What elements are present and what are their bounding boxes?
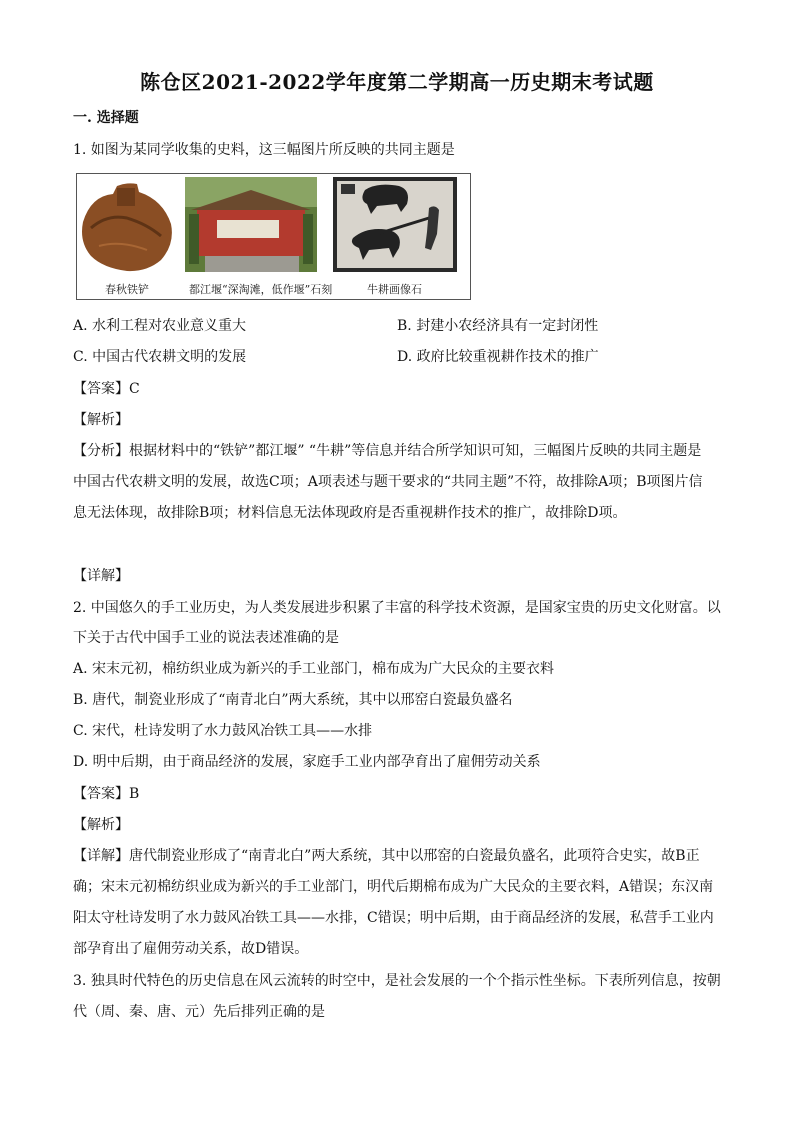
q3-stem-line-1: 3. 独具时代特色的历史信息在风云流转的时空中，是社会发展的一个个指示性坐标。下表所列信息，按朝	[73, 973, 721, 989]
q2-option-a: A. 宋末元初，棉纺织业成为新兴的手工业部门，棉布成为广大民众的主要衣料	[73, 661, 555, 677]
q2-option-b: B. 唐代，制瓷业形成了“南青北白”两大系统，其中以邢窑白瓷最负盛名	[73, 692, 513, 708]
q1-option-c: C. 中国古代农耕文明的发展	[73, 349, 247, 365]
q1-detail-label: 【详解】	[73, 568, 129, 584]
q1-option-a: A. 水利工程对农业意义重大	[73, 318, 247, 334]
ox-plough-relief-image	[333, 177, 457, 272]
q2-stem-line-2: 下关于古代中国手工业的说法表述准确的是	[73, 630, 339, 646]
q2-detail-line-2: 确；宋末元初棉纺织业成为新兴的手工业部门，明代后期棉布成为广大民众的主要衣料，A错误；东汉南	[73, 879, 714, 895]
caption-iron-shovel: 春秋铁铲	[105, 283, 149, 296]
caption-dujiangyan: 都江堰“深淘滩，低作堰”石刻	[189, 283, 333, 296]
q2-detail-line-4: 部孕育出了雇佣劳动关系，故D错误。	[73, 941, 309, 957]
q2-answer: 【答案】B	[73, 786, 140, 802]
q2-option-c: C. 宋代，杜诗发明了水力鼓风冶铁工具——水排	[73, 723, 373, 739]
page-title: 陈仓区2021-2022学年度第二学期高一历史期末考试题	[140, 70, 654, 94]
q1-option-d: D. 政府比较重视耕作技术的推广	[397, 349, 599, 365]
q1-stem: 1. 如图为某同学收集的史料，这三幅图片所反映的共同主题是	[73, 142, 455, 158]
q1-analysis-line-2: 中国古代农耕文明的发展，故选C项；A项表述与题干要求的“共同主题”不符，故排除A项；B项图片信	[73, 474, 703, 490]
q2-detail-line-1: 【详解】唐代制瓷业形成了“南青北白”两大系统，其中以邢窑的白瓷最负盛名，此项符合史实，故B正	[73, 848, 700, 864]
q1-option-b: B. 封建小农经济具有一定封闭性	[397, 318, 599, 334]
q3-stem-line-2: 代（周、秦、唐、元）先后排列正确的是	[73, 1004, 325, 1020]
q2-stem-line-1: 2. 中国悠久的手工业历史，为人类发展进步积累了丰富的科学技术资源，是国家宝贵的历史文化财富。以	[73, 600, 721, 616]
section-heading: 一. 选择题	[73, 110, 139, 126]
caption-ox-plough: 牛耕画像石	[367, 283, 422, 296]
q1-answer: 【答案】C	[73, 381, 140, 397]
q1-analysis-line-1: 【分析】根据材料中的“铁铲”都江堰” “牛耕”等信息并结合所学知识可知，三幅图片反映的共同主题是	[73, 443, 702, 459]
q1-figure	[76, 173, 471, 300]
q1-analysis-label: 【解析】	[73, 412, 129, 428]
q1-analysis-line-3: 息无法体现，故排除B项；材料信息无法体现政府是否重视耕作技术的推广，故排除D项。	[73, 505, 627, 521]
iron-shovel-image	[82, 183, 172, 271]
dujiangyan-stone-image	[185, 177, 317, 272]
q2-option-d: D. 明中后期，由于商品经济的发展，家庭手工业内部孕育出了雇佣劳动关系	[73, 754, 541, 770]
q2-analysis-label: 【解析】	[73, 817, 129, 833]
q2-detail-line-3: 阳太守杜诗发明了水力鼓风冶铁工具——水排，C错误；明中后期，由于商品经济的发展，私营手工业内	[73, 910, 714, 926]
